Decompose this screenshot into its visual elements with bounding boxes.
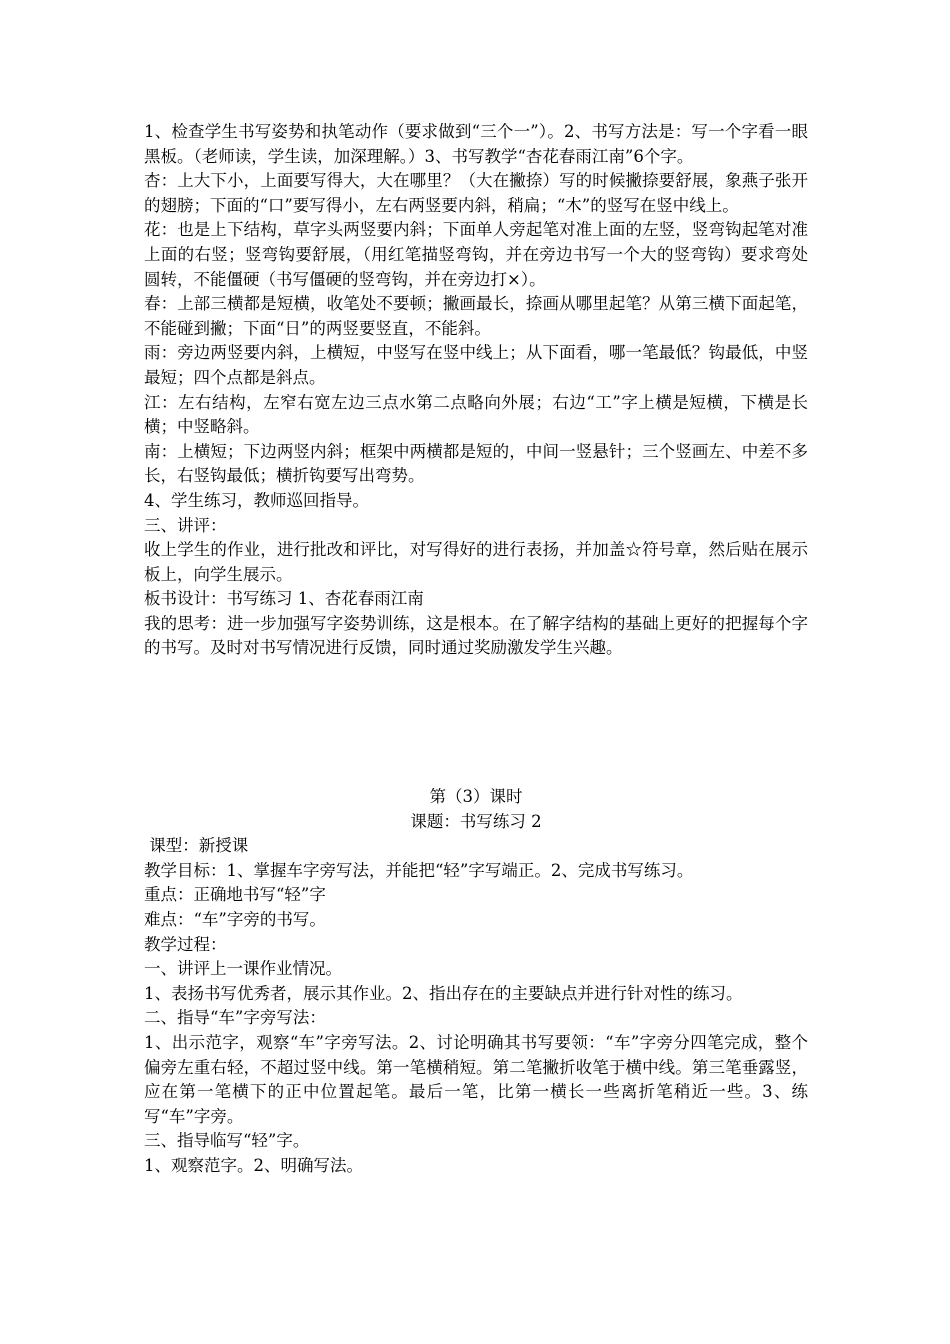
paragraph-char-hua: 花：也是上下结构，草字头两竖要内斜；下面单人旁起笔对准上面的左竖，竖弯钩起笔对准上面的右竖；竖弯钩要舒展，（用红笔描竖弯钩，并在旁边书写一个大的竖弯钩）要求弯处圆转，不能僵硬（书写僵硬的竖弯钩，并在旁边打×）。 xyxy=(144,220,808,289)
heading-review: 三、讲评： xyxy=(144,515,227,535)
paragraph-char-xing: 杏：上大下小，上面要写得大，大在哪里？（大在撇捺）写的时候撇捺要舒展，象燕子张开的翅膀；下面的“口”要写得小，左右两竖要内斜，稍扁；“木”的竖写在竖中线上。 xyxy=(144,171,808,215)
paragraph-student-practice: 4、学生练习，教师巡回指导。 xyxy=(144,490,369,510)
document-page xyxy=(144,120,808,1179)
paragraph-char-chun: 春：上部三横都是短横，收笔处不要顿；撇画最长，捺画从哪里起笔？从第三横下面起笔，不能碰到撇；下面“日”的两竖要竖直，不能斜。 xyxy=(144,294,808,338)
paragraph-reflection: 我的思考：进一步加强写字姿势训练，这是根本。在了解字结构的基础上更好的把握每个字的书写。及时对书写情况进行反馈，同时通过奖励激发学生兴趣。 xyxy=(144,613,808,658)
step-2-heading: 二、指导“车”字旁写法： xyxy=(144,1008,326,1028)
paragraph-char-yu: 雨：旁边两竖要内斜，上横短，中竖写在竖中线上；从下面看，哪一笔最低？钩最低，中竖最短；四个点都是斜点。 xyxy=(144,343,808,387)
paragraph-review-content: 收上学生的作业，进行批改和评比，对写得好的进行表扬，并加盖☆符号章，然后贴在展示板上，向学生展示。 xyxy=(144,540,808,584)
step-1-content: 1、表扬书写优秀者，展示其作业。2、指出存在的主要缺点并进行针对性的练习。 xyxy=(144,983,743,1003)
step-3-content: 1、观察范字。2、明确写法。 xyxy=(144,1155,363,1175)
paragraph-char-jiang: 江：左右结构，左窄右宽左边三点水第二点略向外展；右边“工”字上横是短横，下横是长横；中竖略斜。 xyxy=(144,392,808,437)
step-2-content: 1、出示范字，观察“车”字旁写法。2、讨论明确其书写要领：“车”字旁分四笔完成，整个偏旁左重右轻，不超过竖中线。第一笔横稍短。第二笔撇折收笔于横中线。第三笔垂露竖，应在第一笔横下的正中位置起笔。最后一笔，比第一横长一些离折笔稍近一些。3、练写“车”字旁。 xyxy=(144,1033,808,1126)
step-3-heading: 三、指导临写“轻”字。 xyxy=(144,1131,310,1151)
key-point: 重点：正确地书写“轻”字 xyxy=(144,885,326,905)
lesson-3-section xyxy=(144,785,808,1179)
teaching-objectives: 教学目标：1、掌握车字旁写法，并能把“轻”字写端正。2、完成书写练习。 xyxy=(144,860,694,880)
paragraph-board-design: 板书设计：书写练习 1、杏花春雨江南 xyxy=(144,589,424,609)
lesson-period-title: 第（3）课时 xyxy=(429,787,523,807)
lesson-2-continued-section xyxy=(144,120,808,661)
difficult-point: 难点：“车”字旁的书写。 xyxy=(144,910,326,930)
paragraph-teaching-steps: 1、检查学生书写姿势和执笔动作（要求做到“三个一”）。2、书写方法是：写一个字看一眼黑板。（老师读，学生读，加深理解。）3、书写教学“杏花春雨江南”6个字。 xyxy=(144,122,808,166)
lesson-type: 课型：新授课 xyxy=(144,836,249,856)
step-1-heading: 一、讲评上一课作业情况。 xyxy=(144,959,342,979)
lesson-topic-title: 课题：书写练习 2 xyxy=(410,811,542,831)
paragraph-char-nan: 南：上横短；下边两竖内斜；框架中两横都是短的，中间一竖悬针；三个竖画左、中差不多长，右竖钩最低；横折钩要写出弯势。 xyxy=(144,441,808,486)
section-spacer xyxy=(144,661,808,783)
teaching-process-heading: 教学过程： xyxy=(144,934,227,954)
